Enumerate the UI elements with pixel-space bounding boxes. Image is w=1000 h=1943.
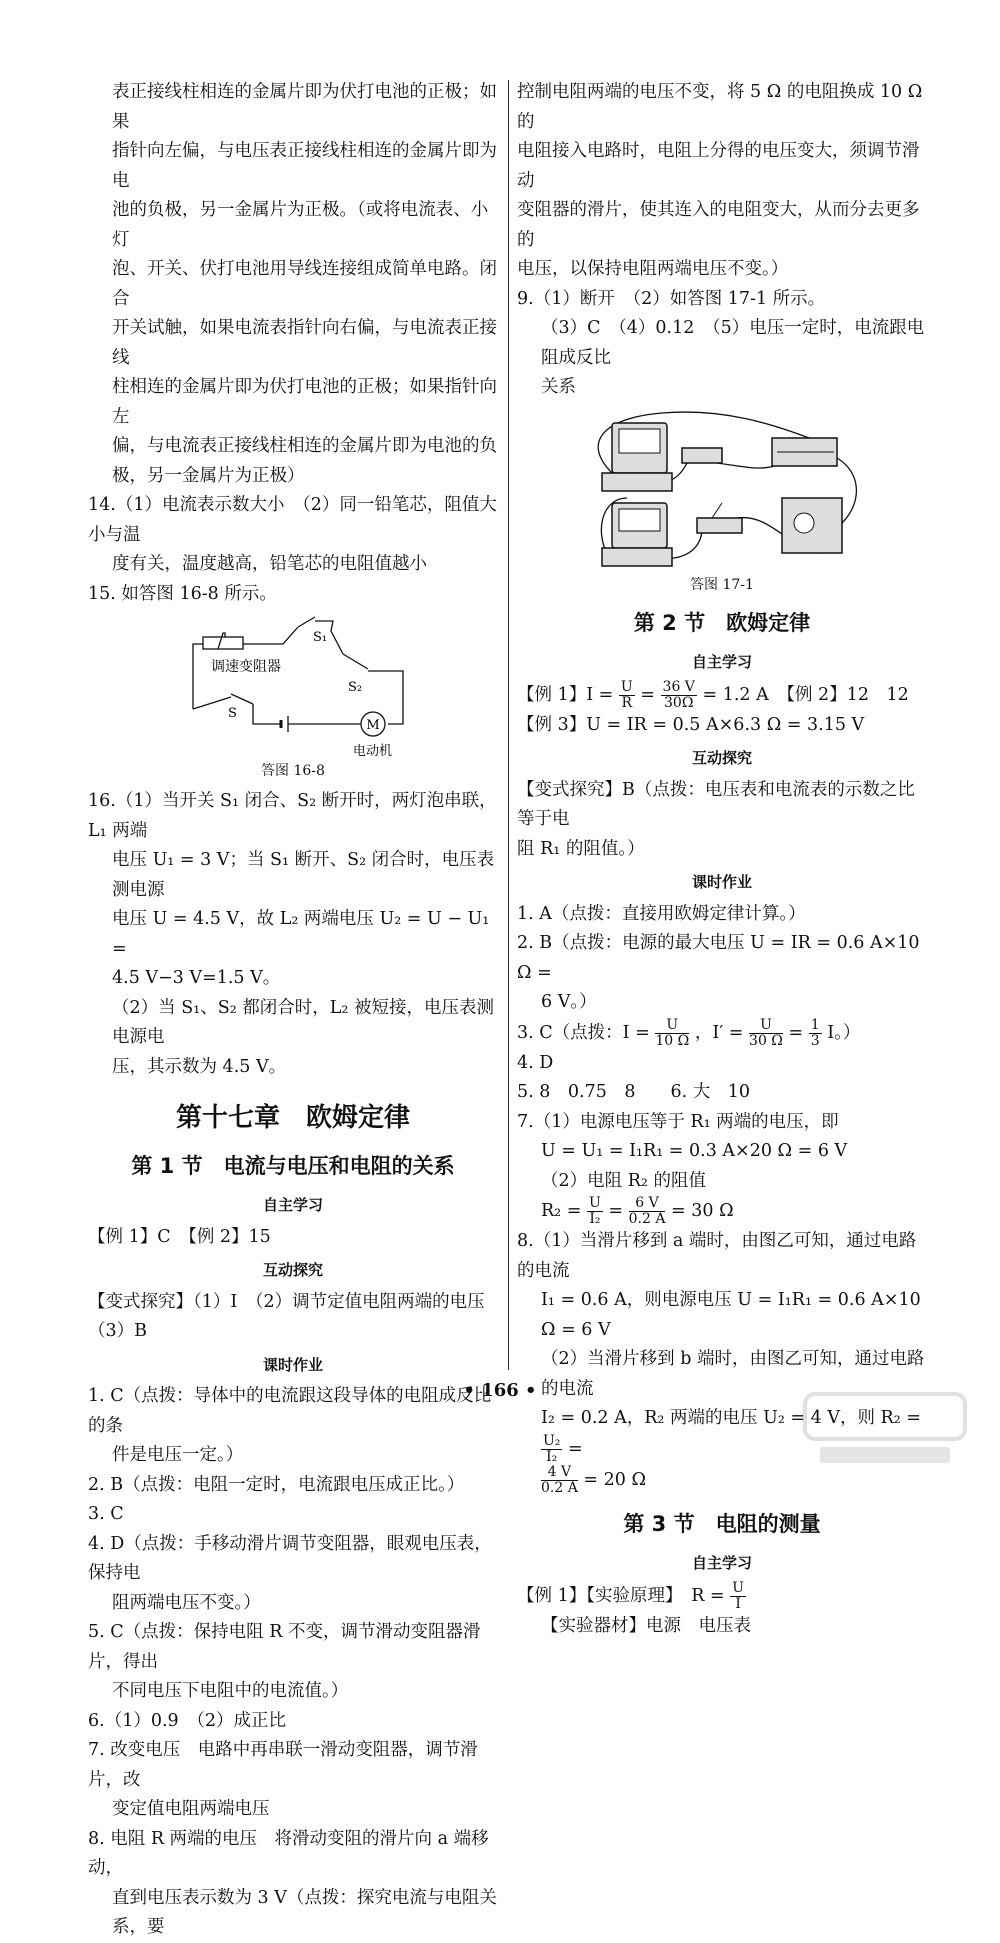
- figure-16-8: [88, 609, 498, 781]
- text: 【例 1】【实验原理】 R =: [517, 1585, 725, 1606]
- self-study-heading: 自主学习: [691, 653, 752, 671]
- switch-s1-label: S₁: [313, 630, 328, 645]
- numerator: 6 V: [629, 1196, 666, 1212]
- continued-line: 电压，以保持电阻两端电压不变。）: [517, 259, 789, 279]
- homework-8-cont: （2）当滑片移到 b 端时，由图乙可知，通过电路的电流: [541, 1349, 925, 1399]
- homework-line: 2. B（点拨：电阻一定时，电流跟电压成正比。）: [88, 1474, 465, 1495]
- answer-16-cont: （2）当 S₁、S₂ 都闭合时，L₂ 被短接，电压表测电源电: [112, 997, 494, 1047]
- example-1-prefix: 【例 1】I =: [517, 684, 614, 705]
- text: R₂ =: [541, 1201, 582, 1221]
- interactive-heading: 互动探究: [262, 1261, 323, 1279]
- denominator: 10 Ω: [655, 1032, 690, 1049]
- homework-1: 1. A（点拨：直接用欧姆定律计算。）: [517, 903, 806, 924]
- section-1-title: 第 1 节 电流与电压和电阻的关系: [131, 1153, 455, 1178]
- continued-line: 控制电阻两端的电压不变，将 5 Ω 的电阻换成 10 Ω 的: [517, 82, 923, 132]
- fraction: [655, 1018, 689, 1049]
- page-number: • 166 •: [463, 1380, 537, 1401]
- homework-line: 7. 改变电压 电路中再串联一滑动变阻器，调节滑片，改: [88, 1740, 478, 1790]
- homework-8: 8.（1）当滑片移到 a 端时，由图乙可知，通过电路的电流: [517, 1231, 917, 1281]
- answer-15: 15. 如答图 16-8 所示。: [88, 583, 277, 604]
- intro-line: 偏，与电流表正接线柱相连的金属片即为电池的负: [112, 436, 497, 456]
- text: =: [788, 1022, 804, 1043]
- answer-9: 9.（1）断开 （2）如答图 17-1 所示。: [517, 288, 826, 309]
- answer-16-cont: 电压 U = 4.5 V，故 L₂ 两端电压 U₂ = U − U₁ =: [112, 909, 490, 959]
- figure-17-1: [517, 403, 927, 595]
- continued-line: 电阻接入电路时，电阻上分得的电压变大，须调节滑动: [517, 141, 920, 191]
- answer-14-cont: 度有关，温度越高，铅笔芯的电阻值越小: [112, 554, 427, 574]
- figure-caption: 答图 16-8: [261, 763, 325, 779]
- homework-2-cont: 6 V。）: [541, 992, 597, 1012]
- answer-16-cont: 压，其示数为 4.5 V。: [112, 1056, 287, 1077]
- homework-8-cont: I₁ = 0.6 A，则电源电压 U = I₁R₁ = 0.6 A×10 Ω = 6 V: [541, 1290, 921, 1340]
- numerator: 4 V: [541, 1465, 578, 1481]
- variant-explore: 【变式探究】B（点拨：电压表和电流表的示数之比等于电: [517, 779, 915, 829]
- example-3: 【例 3】U = IR = 0.5 A×6.3 Ω = 3.15 V: [517, 714, 865, 735]
- figure-caption: 答图 17-1: [690, 576, 754, 593]
- intro-line: 柱相连的金属片即为伏打电池的正极；如果指针向左: [112, 377, 497, 427]
- denominator: I₂: [546, 1448, 558, 1465]
- intro-line: 极，另一金属片为正极）: [112, 465, 305, 486]
- homework-7: 7.（1）电源电压等于 R₁ 两端的电压，即: [517, 1111, 839, 1132]
- circuit-illustration: [572, 403, 872, 573]
- interactive-heading: 互动探究: [691, 749, 752, 767]
- fraction: [619, 680, 635, 711]
- denominator: 30Ω: [664, 694, 694, 711]
- numerator: U₂: [543, 1432, 561, 1449]
- fraction: [629, 1196, 666, 1227]
- chapter-title: 第十七章 欧姆定律: [175, 1103, 410, 1133]
- text: = 30 Ω: [671, 1201, 734, 1221]
- column-divider: [508, 80, 509, 1370]
- fraction: [661, 680, 697, 711]
- homework-line: 8. 电阻 R 两端的电压 将滑动变阻的滑片向 a 端移动，: [88, 1828, 489, 1878]
- homework-5-6: 5. 8 0.75 8 6. 大 10: [517, 1082, 751, 1102]
- denominator: I₂: [589, 1211, 601, 1227]
- self-study-heading: 自主学习: [691, 1554, 752, 1572]
- homework-line: 3. C: [88, 1504, 124, 1524]
- numerator: 1: [810, 1016, 820, 1033]
- text: =: [568, 1438, 583, 1459]
- variant-explore-cont: （3）B: [88, 1321, 147, 1341]
- section-2-title: 第 2 节 欧姆定律: [633, 610, 811, 635]
- switch-s2-label: S₂: [348, 680, 363, 695]
- denominator: I: [735, 1595, 741, 1612]
- homework-7-formula: R₂ = $\frac{U}{\text{I₂}}$ = $\frac{6 V}{0.2 A}$ = 30 Ω: [541, 1195, 734, 1227]
- text: I₂ = 0.2 A，R₂ 两端的电压 U₂ = 4 V，则 R₂ =: [541, 1408, 921, 1428]
- example-1-suffix: = 1.2 A 【例 2】12 12: [702, 684, 909, 705]
- text: I。）: [827, 1022, 861, 1043]
- denominator: 3: [810, 1032, 820, 1049]
- homework-2: 2. B（点拨：电源的最大电压 U = IR = 0.6 A×10 Ω =: [517, 933, 920, 983]
- homework-line: 变定值电阻两端电压: [112, 1799, 270, 1819]
- intro-line: 开关试触，如果电流表指针向右偏，与电流表正接线: [112, 318, 497, 368]
- homework-7-cont: （2）电阻 R₂ 的阻值: [541, 1170, 706, 1191]
- regulator-label: 调速变阻器: [211, 659, 281, 675]
- answer-16: 16.（1）当开关 S₁ 闭合、S₂ 断开时，两灯泡串联，L₁ 两端: [88, 791, 497, 841]
- homework-line: 4. D（点拨：手移动滑片调节变阻器，眼观电压表，保持电: [88, 1533, 492, 1583]
- numerator: U: [655, 1018, 689, 1034]
- experiment-principle: [517, 1581, 927, 1612]
- fraction: [541, 1465, 578, 1496]
- section-3-title: 第 3 节 电阻的测量: [623, 1511, 821, 1536]
- intro-line: 池的负极，另一金属片为正极。（或将电流表、小灯: [112, 200, 489, 250]
- intro-line: 指针向左偏，与电压表正接线柱相连的金属片即为电: [112, 141, 497, 191]
- homework-4: 4. D: [517, 1052, 554, 1073]
- numerator: U: [620, 678, 633, 695]
- homework-line: 件是电压一定。）: [112, 1445, 244, 1465]
- example-answers: 【例 1】C 【例 2】15: [88, 1226, 271, 1247]
- homework-line: 6.（1）0.9 （2）成正比: [88, 1710, 287, 1731]
- homework-line: 阻两端电压不变。）: [112, 1592, 261, 1613]
- watermark-logo: [800, 1389, 970, 1469]
- fraction: [541, 1434, 562, 1465]
- fraction: [587, 1196, 603, 1227]
- variant-explore: 【变式探究】（1）I （2）调节定值电阻两端的电压: [88, 1291, 485, 1312]
- answer-9-cont: （3）C （4）0.12 （5）电压一定时，电流跟电阻成反比: [541, 318, 925, 368]
- numerator: U: [732, 1579, 744, 1596]
- homework-line: 5. C（点拨：保持电阻 R 不变，调节滑动变阻器滑片，得出: [88, 1622, 481, 1672]
- answer-14: 14.（1）电流表示数大小 （2）同一铅笔芯，阻值大小与温: [88, 495, 497, 545]
- motor-label: 电动机: [353, 744, 393, 759]
- denominator: 30 Ω: [749, 1032, 783, 1049]
- numerator: U: [749, 1018, 783, 1034]
- answer-16-cont: 电压 U₁ = 3 V；当 S₁ 断开、S₂ 闭合时，电压表测电源: [112, 850, 495, 900]
- homework-8-result: [517, 1465, 927, 1496]
- example-1: 【例 1】I = $\frac{U}{R}$ = $\frac{36 V}{30\Omega}$ = 1.2 A 【例 2】12 12: [517, 678, 909, 711]
- text: ，I′ =: [694, 1022, 744, 1043]
- intro-line: 表正接线柱相连的金属片即为伏打电池的正极；如果: [112, 82, 497, 132]
- homework-line: 直到电压表示数为 3 V（点拨：探究电流与电阻关系，要: [112, 1887, 497, 1937]
- experiment-equipment: 【实验器材】电源 电压表: [541, 1615, 751, 1636]
- fraction: [749, 1018, 783, 1049]
- fraction: [809, 1018, 822, 1049]
- homework-heading: 课时作业: [691, 873, 752, 891]
- text: = 20 Ω: [583, 1469, 646, 1490]
- text: 3. C（点拨：I =: [517, 1022, 650, 1043]
- homework-7-cont: U = U₁ = I₁R₁ = 0.3 A×20 Ω = 6 V: [541, 1141, 848, 1161]
- denominator: R: [621, 694, 633, 711]
- homework-line: 不同电压下电阻中的电流值。）: [112, 1681, 349, 1701]
- homework-line: 1. C（点拨：导体中的电流跟这段导体的电阻成反比的条: [88, 1386, 492, 1436]
- denominator: 0.2 A: [541, 1479, 578, 1496]
- homework-3: [517, 1018, 927, 1049]
- motor-symbol: M: [366, 718, 380, 733]
- variant-explore-cont: 阻 R₁ 的阻值。）: [517, 838, 645, 859]
- numerator: 36 V: [662, 678, 695, 695]
- fraction: [730, 1581, 746, 1612]
- homework-heading: 课时作业: [262, 1355, 323, 1374]
- self-study-heading: 自主学习: [262, 1196, 323, 1214]
- answer-16-cont: 4.5 V−3 V=1.5 V。: [112, 968, 281, 988]
- numerator: U: [589, 1195, 601, 1211]
- continued-line: 变阻器的滑片，使其连入的电阻变大，从而分去更多的: [517, 200, 920, 250]
- switch-s-label: S: [228, 706, 237, 721]
- left-column: [88, 78, 498, 1943]
- answer-9-cont: 关系: [541, 377, 576, 397]
- intro-line: 泡、开关、伏打电池用导线连接组成简单电路。闭合: [112, 259, 497, 309]
- denominator: 0.2 A: [628, 1211, 666, 1227]
